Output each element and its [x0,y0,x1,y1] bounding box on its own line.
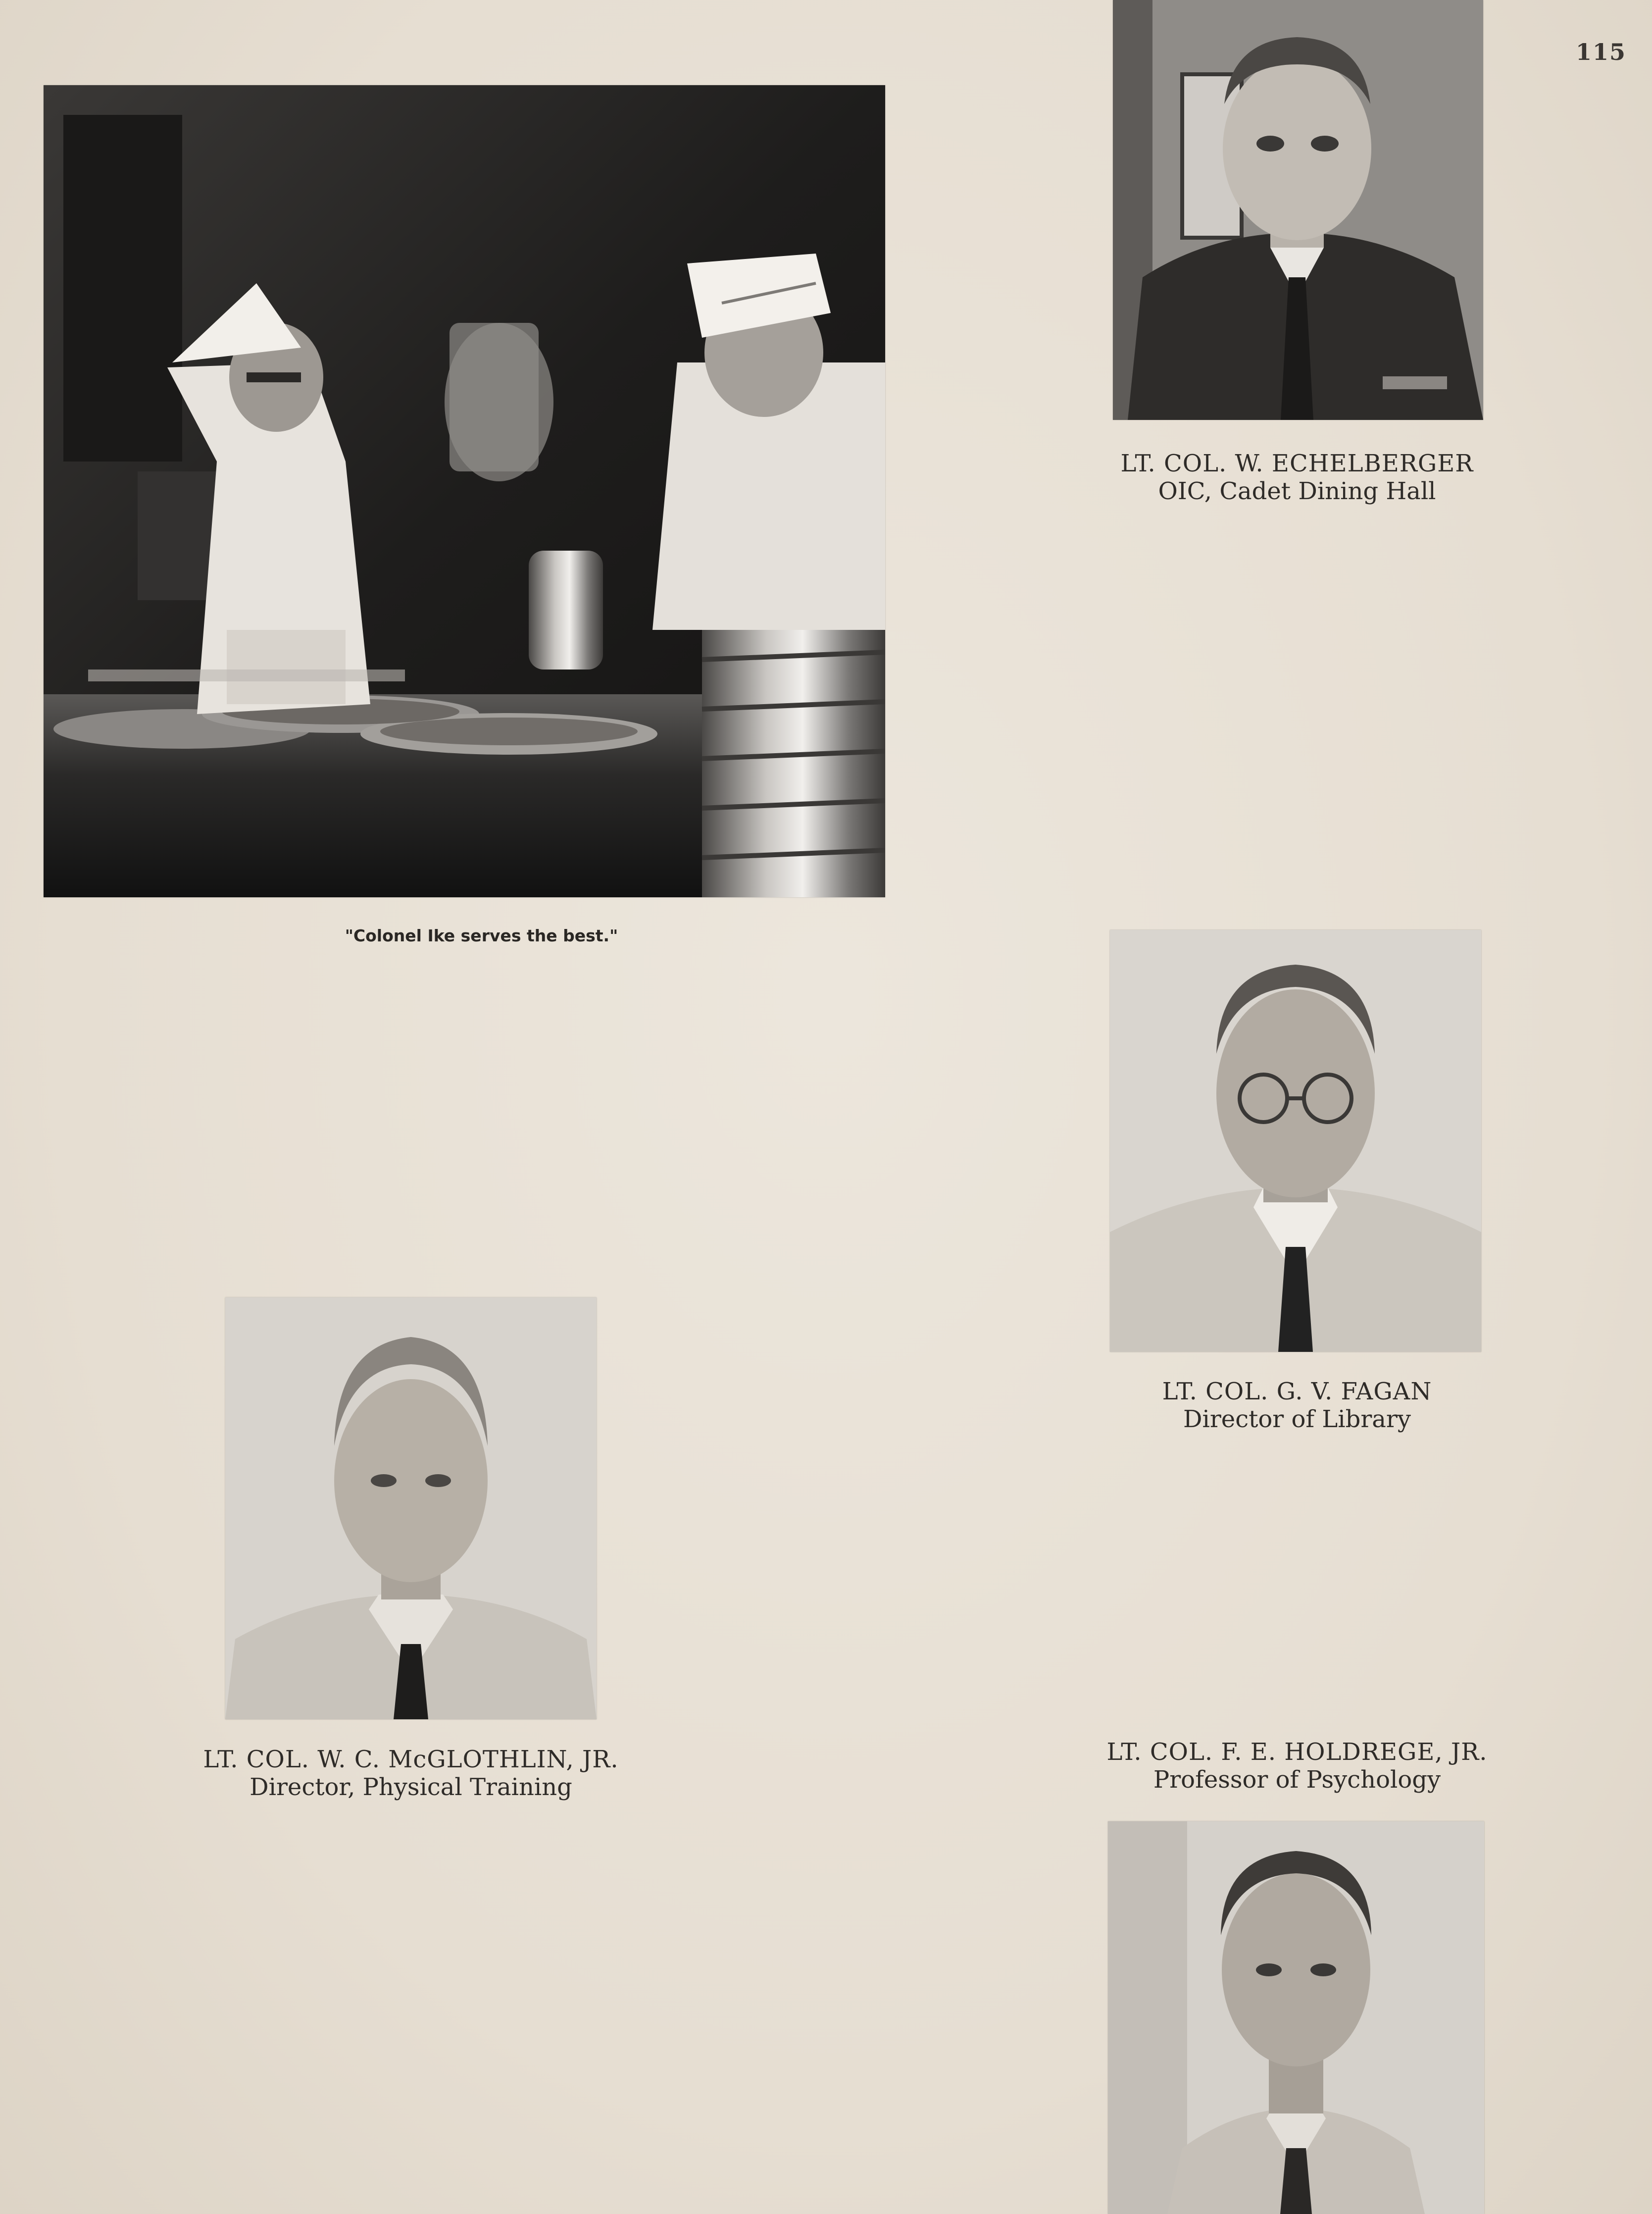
portrait-fagan-image [1110,930,1481,1352]
page-number: 115 [1575,39,1626,65]
portrait-fagan [1110,930,1481,1352]
officer-name: LT. COL. W. C. McGLOTHLIN, JR. [203,1746,619,1773]
portrait-mcglothlin-image [225,1297,597,1719]
caption-mcglothlin [149,1746,673,1801]
officer-name: LT. COL. G. V. FAGAN [1162,1378,1432,1405]
portrait-echelberger [1113,0,1483,420]
caption-fagan [1040,1378,1554,1433]
caption-holdrege [1040,1738,1554,1794]
officer-role: Director of Library [1183,1405,1411,1433]
officer-name: LT. COL. W. ECHELBERGER [1120,450,1474,477]
officer-role: Professor of Psychology [1153,1766,1441,1794]
portrait-holdrege [1108,1821,1484,2214]
portrait-echelberger-image [1113,0,1483,420]
portrait-holdrege-image [1108,1821,1484,2214]
kitchen-photo-image [44,85,885,897]
officer-name: LT. COL. F. E. HOLDREGE, JR. [1106,1738,1488,1766]
portrait-mcglothlin [225,1297,597,1719]
officer-role: OIC, Cadet Dining Hall [1158,477,1436,505]
kitchen-photo [44,85,885,897]
officer-role: Director, Physical Training [250,1773,572,1801]
caption-echelberger [1040,450,1554,505]
kitchen-photo-caption: "Colonel Ike serves the best." [345,926,618,945]
